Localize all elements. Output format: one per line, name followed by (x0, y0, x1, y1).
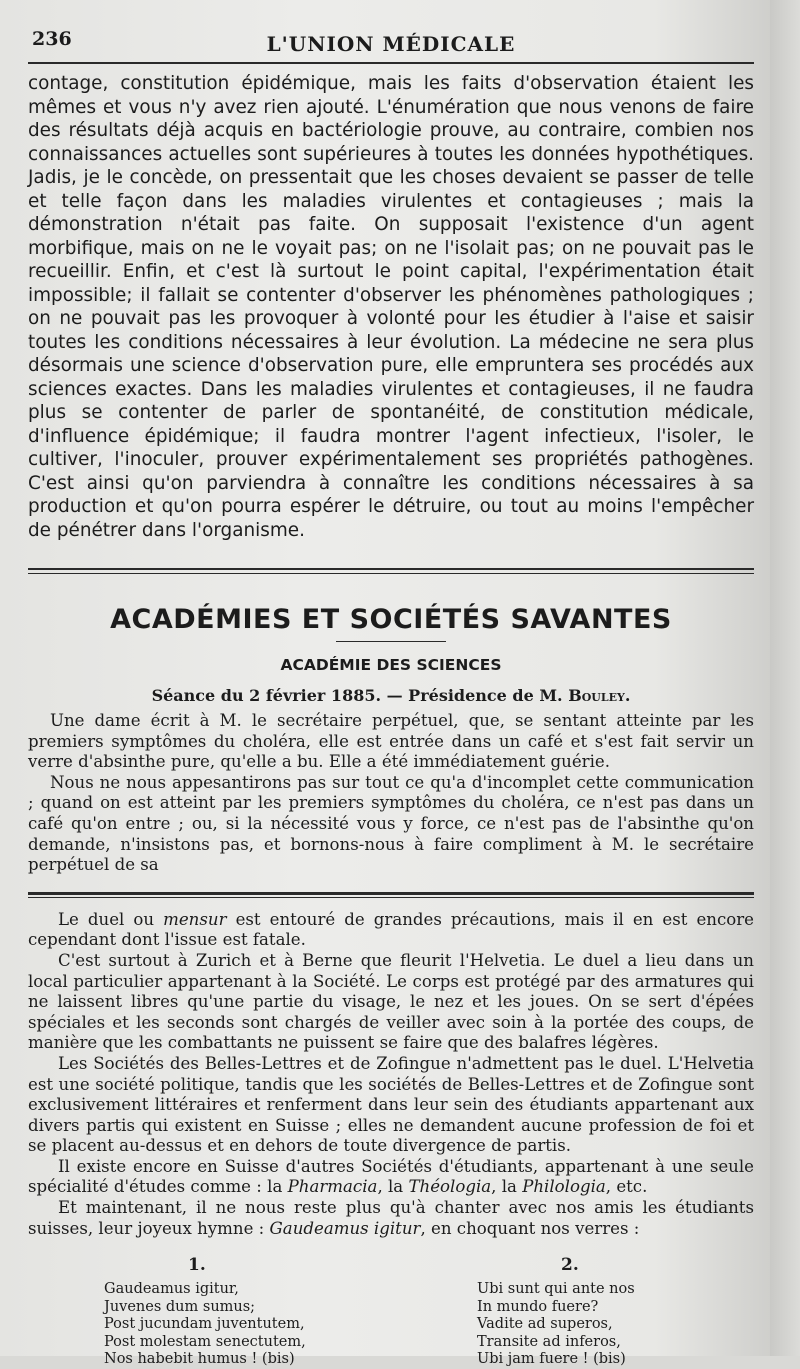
text-run: , la (377, 1177, 409, 1197)
section-divider (28, 568, 754, 574)
feuilleton-paragraph (28, 910, 754, 951)
emphasis: Théologia (408, 1177, 492, 1197)
section-title: ACADÉMIES ET SOCIÉTÉS SAVANTES (110, 604, 672, 635)
feuilleton-paragraph (28, 1157, 754, 1198)
academy-heading: ACADÉMIE DES SCIENCES (280, 656, 502, 674)
emphasis: Gaudeamus igitur (269, 1218, 421, 1238)
feuilleton-divider (28, 892, 754, 898)
article-continuation: contage, constitution épidémique, mais les faits d'observation étaient les mêmes et vous n'y avez rien ajouté. L'énumération que nous venons de faire des résultats déjà acquis en bactériologie prouve, au contraire, combien nos connaissances actuelles sont supérieures à toutes les données hypothétiques. Jadis, je le concède, on pressentait que les choses devaient se passer de telle et telle façon dans les maladies virulentes et contagieuses ; mais la démonstration n'était pas faite. On supposait l'existence d'un agent morbifique, mais on ne le voyait pas; on ne l'isolait pas; on ne pouvait pas le recueillir. Enfin, et c'est là surtout le point capital, l'expérimentation était impossible; il fallait se contenter d'observer les phénomènes pathologiques ; on ne pouvait pas les provoquer à volonté pour les étudier à l'aise et saisir toutes les conditions nécessaires à leur évolution. La médecine ne sera plus désormais une science d'observation pure, elle empruntera ses procédés aux sciences exactes. Dans les maladies virulentes et contagieuses, il ne faudra plus se contenter de parler de spontanéité, de constitution médicale, d'influence épidémique; il faudra montrer l'agent infectieux, l'isoler, le cultiver, l'inoculer, prouver expérimentalement ses propriétés pathogènes. C'est ainsi qu'on parviendra à connaître les conditions nécessaires à sa production et qu'on pourra espérer le détruire, ou tout au moins l'empêcher de pénétrer dans l'organisme. (28, 73, 754, 541)
verse-line: Ubi sunt qui ante nos (477, 1281, 635, 1298)
text-run: Il existe encore en Suisse d'autres Sociétés d'étudiants, appartenant à une seule spécialité d'études comme : la (28, 1156, 754, 1197)
stanza-2 (391, 1255, 754, 1369)
stanza-number: 2. (561, 1255, 579, 1276)
stanza-number: 1. (188, 1255, 206, 1276)
session-line (28, 686, 754, 705)
report-paragraph: Nous ne nous appesantirons pas sur tout ce qu'a d'incomplet cette communication ; quand on est atteint par les premiers symptômes du choléra, ce n'est pas dans un café qu'on entre ; ou, si la nécessité vous y force, ce n'est pas de l'absinthe qu'on demande, n'insistons pas, et bornons-nous à faire compliment à M. le secrétaire perpétuel de sa (28, 772, 754, 875)
song-verses (28, 1255, 754, 1369)
verse-line: Transite ad inferos, (477, 1333, 621, 1350)
emphasis: mensur (163, 909, 227, 929)
verse-line: Post molestam senectutem, (104, 1333, 306, 1350)
text-run: est entouré de grandes précautions, mais il en est encore cependant dont l'issue est fatale. (28, 909, 755, 950)
verse-line: Vadite ad superos, (477, 1316, 613, 1333)
feuilleton (28, 910, 754, 1240)
session-suffix: . (624, 686, 631, 705)
verse-line: Nos habebit humus ! (bis) (104, 1351, 295, 1368)
page-edge-shadow (770, 0, 800, 1356)
emphasis: Pharmacia (287, 1177, 378, 1197)
journal-title: L'UNION MÉDICALE (266, 32, 516, 56)
page-header (28, 0, 754, 64)
verse-line: Juvenes dum sumus; (104, 1298, 256, 1315)
emphasis: Philologia (522, 1177, 606, 1197)
verse-line: Post jucundam juventutem, (104, 1316, 305, 1333)
verse-line: Ubi jam fuere ! (bis) (477, 1351, 626, 1368)
president-name: Bouley (568, 686, 625, 705)
text-run: Le duel ou (58, 909, 164, 929)
feuilleton-paragraph (28, 1198, 754, 1239)
text-run: , en choquant nos verres : (420, 1218, 640, 1238)
text-run: , etc. (605, 1177, 648, 1197)
session-report (28, 711, 754, 876)
report-paragraph: Une dame écrit à M. le secrétaire perpétuel, que, se sentant atteinte par les premiers symptômes du choléra, elle est entrée dans un café et s'est fait servir un verre d'absinthe pure, qu'elle a bu. Elle a été immédiatement guérie. (28, 711, 754, 772)
page-number: 236 (32, 28, 72, 50)
stanza-1 (28, 1255, 391, 1369)
text-run: Et maintenant, il ne nous reste plus qu'à chanter avec nos amis les étudiants suisses, leur joyeux hymne : (28, 1198, 754, 1238)
session-prefix: Séance du 2 février 1885. — Présidence de M. (151, 686, 569, 705)
feuilleton-paragraph: Les Sociétés des Belles-Lettres et de Zofingue n'admettent pas le duel. L'Helvetia est une société politique, tandis que les sociétés de Belles-Lettres et de Zofingue sont exclusivement littéraires et renferment dans leur sein des étudiants appartenant aux divers partis qui existent en Suisse ; elles ne demandent aucune profession de foi et se placent au-dessus et en dehors de toute divergence de partis. (28, 1053, 754, 1156)
verse-line: In mundo fuere? (477, 1298, 599, 1315)
title-underline (336, 641, 446, 642)
verse-line: Gaudeamus igitur, (104, 1281, 239, 1298)
feuilleton-paragraph: C'est surtout à Zurich et à Berne que fleurit l'Helvetia. Le duel a lieu dans un local particulier appartenant à la Société. Le corps est protégé par des armatures qui ne laissent libres qu'une partie du visage, le nez et les joues. On se sert d'épées spéciales et les seconds sont chargés de veiller avec soin à la portée des coups, de manière que les combattants ne puissent se faire que des balafres légères. (28, 950, 754, 1053)
text-run: , la (491, 1177, 523, 1197)
